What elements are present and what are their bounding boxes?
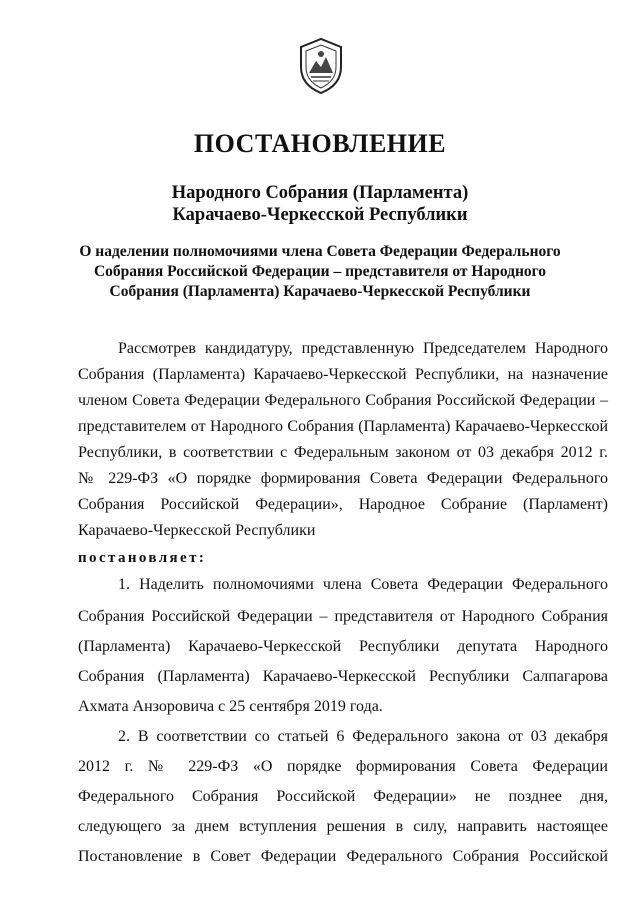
- item-2-line: 2. В соответствии со статьей 6 Федерального закона от 03 декабря: [118, 728, 608, 745]
- preamble-line: Рассмотрев кандидатуру, представленную Председателем Народного: [118, 340, 608, 357]
- item-1-line: (Парламента) Карачаево-Черкесской Республики депутата Народного: [78, 638, 608, 655]
- subject-line-1: О наделении полномочиями члена Совета Федерации Федерального: [79, 243, 561, 260]
- item-2-line: 2012 г. № 229-ФЗ «О порядке формирования Совета Федерации: [78, 758, 608, 775]
- item-1-line: Собрания Российской Федерации – представителя от Народного Собрания: [78, 608, 608, 625]
- issuer-line-2: Карачаево-Черкесской Республики: [172, 205, 468, 225]
- preamble-line: № 229-ФЗ «О порядке формирования Совета Федерации Федерального: [78, 470, 608, 487]
- resolves-label: постановляет:: [78, 550, 207, 566]
- item-2-line: Постановление в Совет Федерации Федерального Собрания Российской: [78, 848, 608, 865]
- preamble-line: Республики, в соответствии с Федеральным законом от 03 декабря 2012 г.: [78, 444, 608, 461]
- item-1-line: Собрания (Парламента) Карачаево-Черкесской Республики Салпагарова: [78, 668, 608, 685]
- subject-line-2: Собрания Российской Федерации – представителя от Народного: [93, 263, 547, 280]
- item-1-line: Ахмата Анзоровича с 25 сентября 2019 года.: [78, 698, 383, 715]
- preamble-line: Карачаево-Черкесской Республики: [78, 522, 316, 539]
- item-2-line: следующего за днем вступления решения в силу, направить настоящее: [78, 818, 608, 835]
- subject-line-3: Собрания (Парламента) Карачаево-Черкесской Республики: [109, 283, 531, 300]
- preamble-line: членом Совета Федерации Федерального Собрания Российской Федерации –: [78, 392, 608, 409]
- issuer-line-1: Народного Собрания (Парламента): [171, 183, 469, 203]
- item-2-line: Федерального Собрания Российской Федерации» не позднее дня,: [78, 788, 608, 805]
- preamble-line: Собрания (Парламента) Карачаево-Черкесской Республики, на назначение: [78, 366, 608, 383]
- preamble-line: представителем от Народного Собрания (Парламента) Карачаево-Черкесской: [78, 418, 608, 435]
- coat-of-arms-icon: [289, 33, 353, 97]
- preamble-line: Собрания Российской Федерации», Народное Собрание (Парламент): [78, 496, 608, 513]
- item-1-line: 1. Наделить полномочиями члена Совета Федерации Федерального: [118, 576, 608, 593]
- document-title: ПОСТАНОВЛЕНИЕ: [193, 129, 447, 158]
